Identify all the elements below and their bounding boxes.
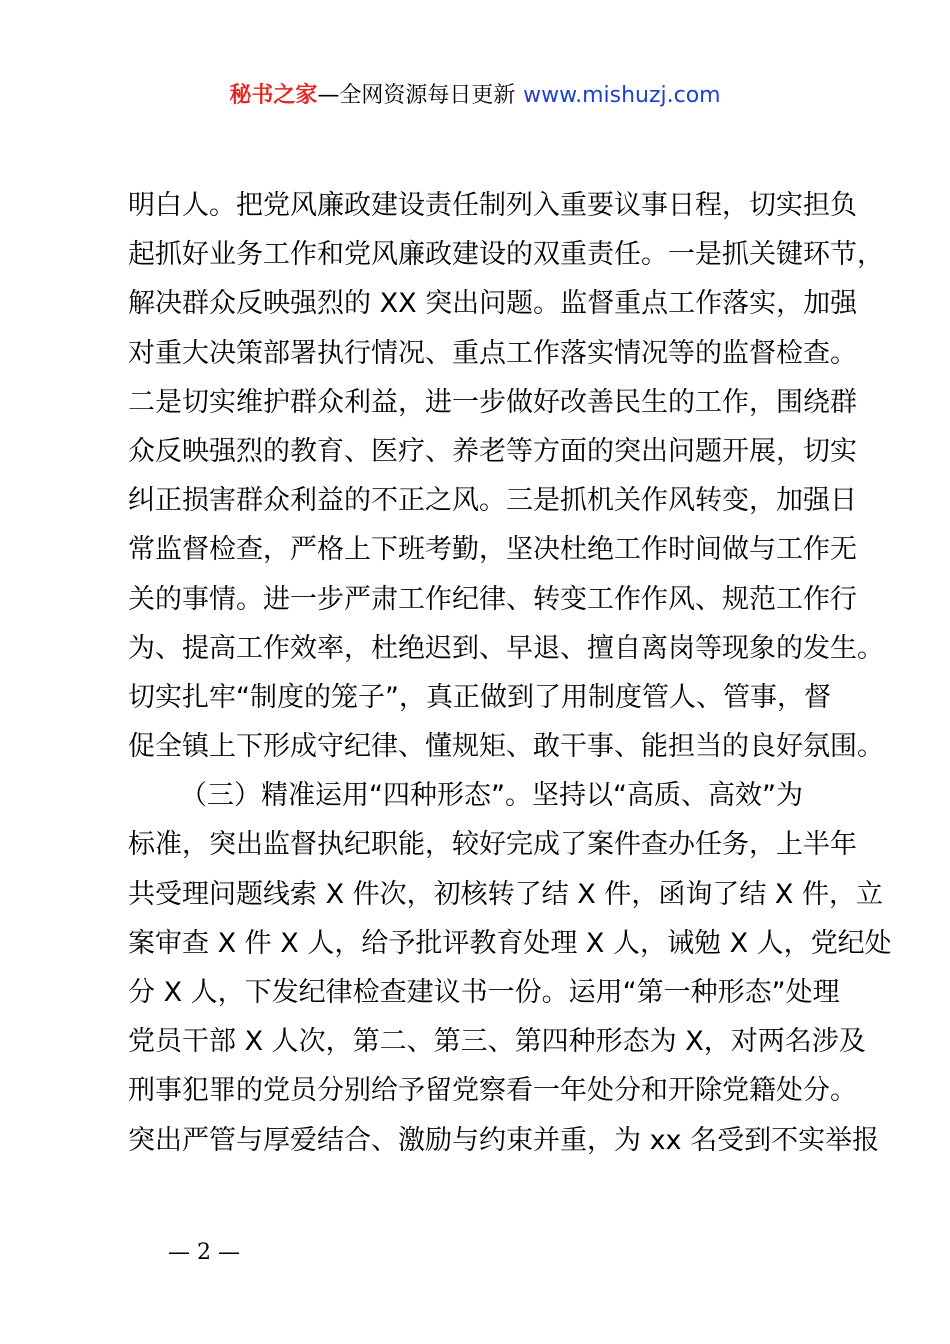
text-line: 案审查 X 件 X 人，给予批评教育处理 X 人，诫勉 X 人，党纪处: [128, 927, 892, 959]
text-line: 常监督检查，严格上下班考勤，坚决杜绝工作时间做与工作无: [128, 534, 857, 566]
text-line: 标准，突出监督执纪职能，较好完成了案件查办任务，上半年: [128, 829, 857, 861]
text-line: 二是切实维护群众利益，进一步做好改善民生的工作，围绕群: [128, 386, 857, 418]
text-line: 促全镇上下形成守纪律、懂规矩、敢干事、能担当的良好氛围。: [128, 731, 884, 763]
text-line: 切实扎牢“制度的笼子”，真正做到了用制度管人、管事，督: [128, 681, 831, 713]
text-line: 党员干部 X 人次，第二、第三、第四种形态为 X，对两名涉及: [128, 1026, 866, 1058]
document-body: [128, 181, 892, 1165]
text-line: 分 X 人，下发纪律检查建议书一份。运用“第一种形态”处理: [128, 977, 840, 1008]
text-line: 关的事情。进一步严肃工作纪律、转变工作作风、规范工作行: [128, 583, 857, 615]
text-line: 纠正损害群众利益的不正之风。三是抓机关作风转变，加强日: [128, 485, 857, 517]
site-header: [0, 80, 950, 112]
site-brand: 秘书之家: [229, 83, 318, 108]
text-line: 众反映强烈的教育、医疗、养老等方面的突出问题开展，切实: [128, 435, 857, 467]
site-tagline: —全网资源每日更新: [317, 83, 516, 108]
text-line: 起抓好业务工作和党风廉政建设的双重责任。一是抓关键环节，: [128, 239, 884, 271]
text-line: 突出严管与厚爱结合、激励与约束并重，为 xx 名受到不实举报: [128, 1124, 880, 1156]
section-heading-line: （三）精准运用“四种形态”。坚持以“高质、高效”为: [180, 780, 803, 812]
text-line: 刑事犯罪的党员分别给予留党察看一年处分和开除党籍处分。: [128, 1075, 857, 1107]
text-line: 解决群众反映强烈的 XX 突出问题。监督重点工作落实，加强: [128, 288, 858, 320]
text-line: 共受理问题线索 X 件次，初核转了结 X 件，函询了结 X 件，立: [128, 878, 883, 910]
site-url-link[interactable]: www.mishuzj.com: [523, 83, 721, 108]
text-line: 明白人。把党风廉政建设责任制列入重要议事日程，切实担负: [128, 190, 857, 221]
text-line: 对重大决策部署执行情况、重点工作落实情况等的监督检查。: [128, 337, 857, 369]
page-number: — 2 —: [168, 1240, 240, 1265]
text-line: 为、提高工作效率，杜绝迟到、早退、擅自离岗等现象的发生。: [128, 632, 884, 664]
